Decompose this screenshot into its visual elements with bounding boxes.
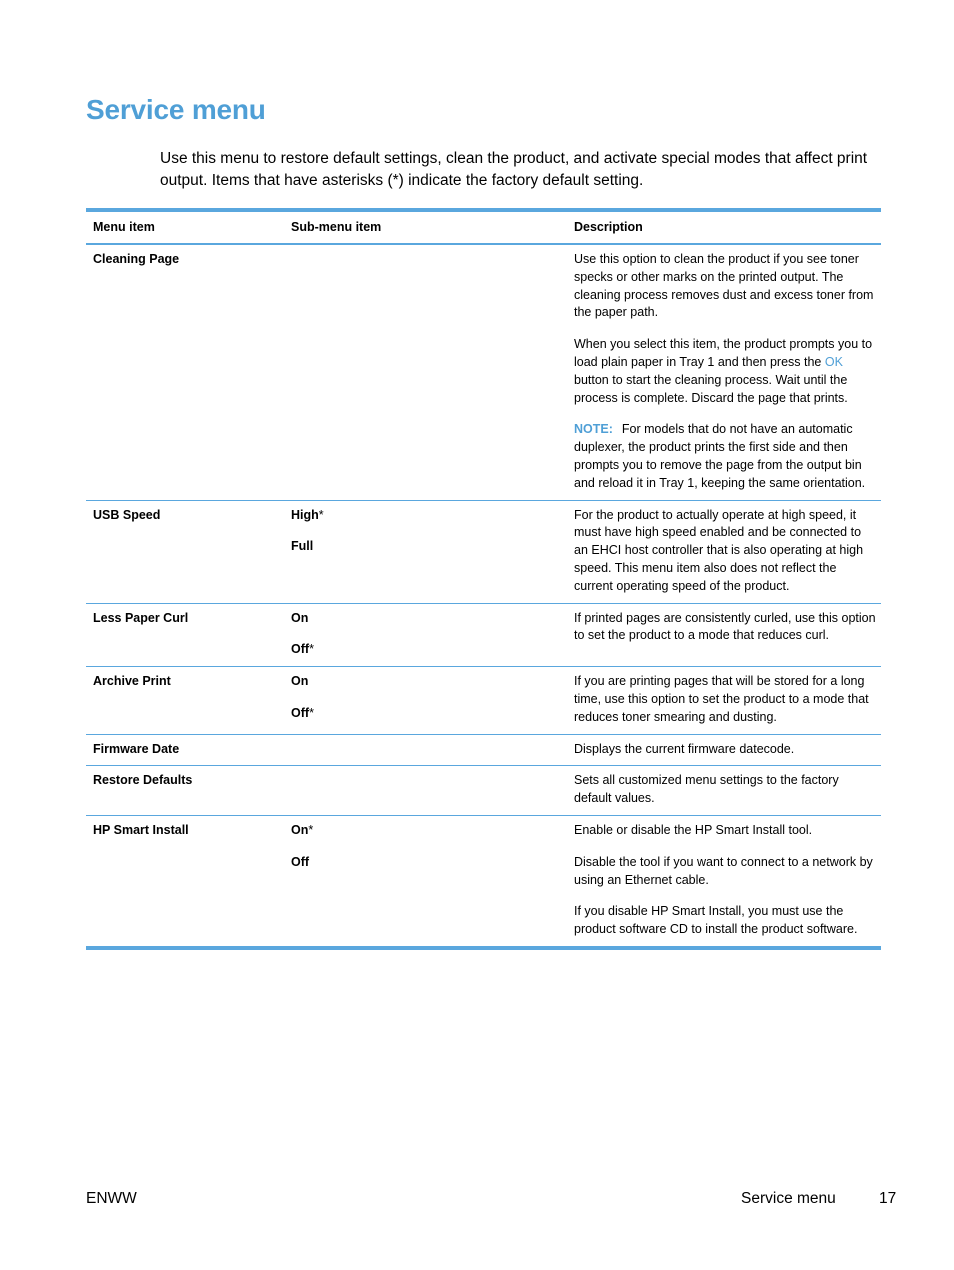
service-menu-table	[86, 208, 881, 950]
table-row	[86, 815, 881, 946]
sub-menu-cell	[285, 501, 568, 603]
table-row	[86, 244, 881, 500]
column-header-menu-item: Menu item	[93, 219, 155, 234]
description-paragraph: Sets all customized menu settings to the factory default values.	[574, 773, 839, 806]
default-marker: *	[308, 822, 314, 837]
table-header-row	[86, 212, 881, 244]
sub-menu-option-label: On	[291, 674, 309, 689]
footer-locale: ENWW	[86, 1190, 137, 1207]
sub-menu-option-label: Full	[291, 539, 314, 554]
description-cell	[568, 735, 881, 766]
description-cell	[568, 245, 881, 500]
menu-item-cell: Less Paper Curl	[93, 610, 189, 625]
sub-menu-option-label: High	[291, 507, 319, 522]
description-paragraph: If you are printing pages that will be stored for a long time, use this option to set the product to a mode that reduces toner smearing and dusting.	[574, 674, 869, 724]
description-paragraph: For the product to actually operate at high speed, it must have high speed enabled and be connected to an EHCI host controller that is also operating at high speed. This menu item also does not reflect the current operating speed of the product.	[574, 507, 864, 593]
menu-item-cell: Archive Print	[93, 674, 171, 689]
sub-menu-option	[291, 673, 568, 691]
page-title: Service menu	[86, 94, 266, 125]
sub-menu-option-label: On	[291, 610, 309, 625]
menu-item-cell: Cleaning Page	[93, 252, 180, 266]
description-cell	[568, 604, 881, 667]
sub-menu-cell	[285, 667, 568, 733]
table-row	[86, 734, 881, 766]
sub-menu-option-label: Off	[291, 854, 310, 869]
menu-item-cell: Restore Defaults	[93, 773, 193, 788]
description-paragraph: Use this option to clean the product if you see toner specks or other marks on the printed output. The cleaning process removes dust and excess toner from the paper path.	[574, 252, 874, 320]
description-paragraph	[574, 421, 876, 492]
default-marker: *	[309, 705, 314, 720]
description-cell	[568, 816, 881, 946]
sub-menu-cell	[285, 245, 568, 500]
description-text: When you select this item, the product prompts you to load plain paper in Tray 1 and then press the	[574, 337, 873, 369]
sub-menu-option	[291, 822, 568, 840]
table-row	[86, 603, 881, 667]
sub-menu-cell	[285, 604, 568, 667]
sub-menu-option	[291, 538, 568, 556]
footer-section-title: Service menu	[741, 1190, 836, 1207]
sub-menu-cell	[285, 735, 568, 766]
column-header-sub-menu-item: Sub-menu item	[291, 219, 382, 234]
table-row	[86, 666, 881, 733]
table-row	[86, 765, 881, 815]
ok-button-reference: OK	[824, 354, 843, 369]
sub-menu-option	[291, 610, 568, 628]
page-number: 17	[879, 1190, 897, 1207]
menu-item-cell: Firmware Date	[93, 741, 180, 756]
sub-menu-option	[291, 641, 568, 659]
default-marker: *	[318, 507, 324, 522]
default-marker: *	[309, 642, 314, 657]
note-label: NOTE:	[574, 422, 613, 437]
description-paragraph: Enable or disable the HP Smart Install tool.	[574, 822, 813, 837]
description-cell	[568, 501, 881, 603]
note-text: For models that do not have an automatic duplexer, the product prints the first side and then prompts you to remove the page from the output bin and reload it in Tray 1, keeping the same orientation.	[574, 422, 866, 490]
description-cell	[568, 667, 881, 733]
sub-menu-cell	[285, 816, 568, 946]
description-paragraph: Displays the current firmware datecode.	[574, 741, 795, 756]
description-paragraph: Disable the tool if you want to connect to a network by using an Ethernet cable.	[574, 854, 873, 887]
sub-menu-option-label: On	[291, 822, 309, 837]
description-text: button to start the cleaning process. Wait until the process is complete. Discard the page that prints.	[574, 372, 848, 405]
sub-menu-cell	[285, 766, 568, 815]
sub-menu-option-label: Off	[291, 705, 310, 720]
sub-menu-option	[291, 705, 568, 723]
intro-paragraph: Use this menu to restore default settings, clean the product, and activate special modes that affect print output. Items that have asterisks (*) indicate the factory default setting.	[160, 150, 868, 189]
menu-item-cell: HP Smart Install	[93, 822, 189, 837]
description-paragraph	[574, 336, 876, 407]
column-header-description: Description	[574, 219, 643, 234]
sub-menu-option	[291, 507, 568, 525]
table-row	[86, 500, 881, 603]
description-paragraph: If you disable HP Smart Install, you must use the product software CD to install the product software.	[574, 904, 858, 937]
sub-menu-option-label: Off	[291, 642, 310, 657]
sub-menu-option	[291, 854, 568, 872]
description-cell	[568, 766, 881, 815]
menu-item-cell: USB Speed	[93, 507, 161, 522]
description-paragraph: If printed pages are consistently curled, use this option to set the product to a mode that reduces curl.	[574, 610, 876, 643]
